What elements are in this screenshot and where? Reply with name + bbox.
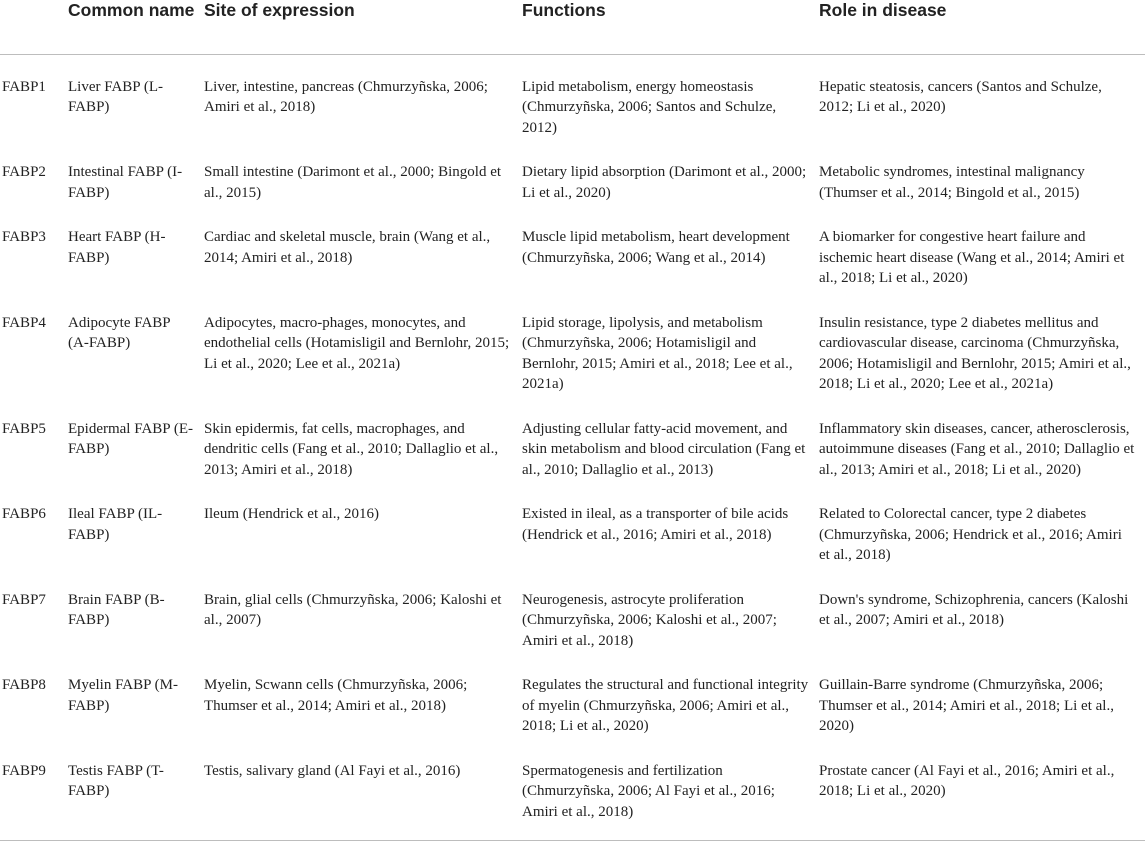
cell-site: Small intestine (Darimont et al., 2000; Bingold et al., 2015) [204,164,502,201]
cell-disease: Prostate cancer (Al Fayi et al., 2016; Amiri et al., 2018; Li et al., 2020) [819,737,1145,841]
cell-functions: Muscle lipid metabolism, heart development (Chmurzyñska, 2006; Wang et al., 2014) [522,229,790,266]
cell-site: Liver, intestine, pancreas (Chmurzyñska, 2006; Amiri et al., 2018) [204,78,488,115]
cell-id: FABP6 [2,506,46,522]
table-header [0,0,1145,54]
table-row [0,651,1145,737]
table-row [0,138,1145,203]
cell-common-name: Testis FABP (T-FABP) [68,737,204,841]
table-row [0,566,1145,652]
header-id [0,0,68,54]
cell-disease: Inflammatory skin diseases, cancer, atherosclerosis, autoimmune diseases (Fang et al., 2010; Dallaglio et al., 2013; Amiri et al., 2018; Li et al., 2020) [819,420,1135,478]
cell-site: Cardiac and skeletal muscle, brain (Wang et al., 2014; Amiri et al., 2018) [204,229,491,266]
table-row [0,203,1145,289]
cell-functions: Existed in ileal, as a transporter of bile acids (Hendrick et al., 2016; Amiri et al., 2018) [522,506,789,543]
cell-disease: A biomarker for congestive heart failure and ischemic heart disease (Wang et al., 2014; Amiri et al., 2018; Li et al., 2020) [819,229,1125,286]
cell-common-name: Epidermal FABP (E-FABP) [68,420,193,457]
cell-id: FABP1 [2,78,46,95]
cell-site: Myelin, Scwann cells (Chmurzyñska, 2006; Thumser et al., 2014; Amiri et al., 2018) [204,677,468,714]
header-common-name: Common name [68,0,204,54]
cell-site: Testis, salivary gland (Al Fayi et al., 2016) [204,737,522,841]
cell-common-name: Adipocyte FABP (A-FABP) [68,314,171,351]
cell-disease: Hepatic steatosis, cancers (Santos and Schulze, 2012; Li et al., 2020) [819,78,1102,115]
cell-id: FABP8 [2,677,46,693]
cell-common-name: Heart FABP (H-FABP) [68,229,166,266]
cell-id: FABP9 [0,737,68,841]
cell-functions: Neurogenesis, astrocyte proliferation (Chmurzyñska, 2006; Kaloshi et al., 2007; Amiri et al., 2018) [522,591,777,649]
cell-functions: Regulates the structural and functional integrity of myelin (Chmurzyñska, 2006; Amiri et al., 2018; Li et al., 2020) [522,677,809,734]
cell-common-name: Brain FABP (B-FABP) [68,591,165,628]
cell-common-name: Ileal FABP (IL-FABP) [68,506,163,543]
cell-functions: Spermatogenesis and fertilization (Chmurzyñska, 2006; Al Fayi et al., 2016; Amiri et al., 2018) [522,737,819,841]
cell-id: FABP3 [2,229,46,245]
cell-functions: Lipid storage, lipolysis, and metabolism (Chmurzyñska, 2006; Hotamisligil and Bernlohr, 2015; Amiri et al., 2018; Lee et al., 2021a) [522,314,793,392]
cell-functions: Dietary lipid absorption (Darimont et al., 2000; Li et al., 2020) [522,164,807,201]
table-row [0,289,1145,395]
cell-id: FABP4 [2,314,46,331]
table-row [0,54,1145,138]
cell-functions: Adjusting cellular fatty-acid movement, and skin metabolism and blood circulation (Fang et al., 2010; Dallaglio et al., 2013) [522,420,806,478]
cell-common-name: Liver FABP (L-FABP) [68,78,163,115]
cell-functions: Lipid metabolism, energy homeostasis (Chmurzyñska, 2006; Santos and Schulze, 2012) [522,78,777,136]
cell-disease: Insulin resistance, type 2 diabetes mellitus and cardiovascular disease, carcinoma (Chmurzyñska, 2006; Hotamisligil and Bernlohr, 2015; Amiri et al., 2018; Li et al., 2020; Lee et al., 2021a) [819,314,1131,392]
cell-common-name: Myelin FABP (M-FABP) [68,677,179,714]
table-body [0,54,1145,841]
cell-id: FABP5 [2,420,46,437]
header-role-in-disease: Role in disease [819,0,1145,54]
table-row [0,395,1145,481]
cell-site: Skin epidermis, fat cells, macrophages, and dendritic cells (Fang et al., 2010; Dallaglio et al., 2013; Amiri et al., 2018) [204,420,499,478]
table-row [0,480,1145,566]
header-row [0,0,1145,54]
cell-disease: Down's syndrome, Schizophrenia, cancers (Kaloshi et al., 2007; Amiri et al., 2018) [819,591,1129,628]
cell-id: FABP2 [2,164,46,180]
table-row [0,737,1145,841]
cell-common-name: Intestinal FABP (I-FABP) [68,164,183,201]
header-functions: Functions [522,0,819,54]
cell-disease: Related to Colorectal cancer, type 2 diabetes (Chmurzyñska, 2006; Hendrick et al., 2016; Amiri et al., 2018) [819,506,1122,563]
cell-id: FABP7 [2,591,46,608]
cell-site: Adipocytes, macro-phages, monocytes, and endothelial cells (Hotamisligil and Bernlohr, 2015; Li et al., 2020; Lee et al., 2021a) [204,314,510,372]
cell-site: Ileum (Hendrick et al., 2016) [204,506,379,522]
cell-disease: Guillain-Barre syndrome (Chmurzyñska, 2006; Thumser et al., 2014; Amiri et al., 2018; Li et al., 2020) [819,677,1114,734]
cell-disease: Metabolic syndromes, intestinal malignancy (Thumser et al., 2014; Bingold et al., 2015) [819,164,1085,201]
header-site-of-expression: Site of expression [204,0,522,54]
cell-site: Brain, glial cells (Chmurzyñska, 2006; Kaloshi et al., 2007) [204,591,502,628]
